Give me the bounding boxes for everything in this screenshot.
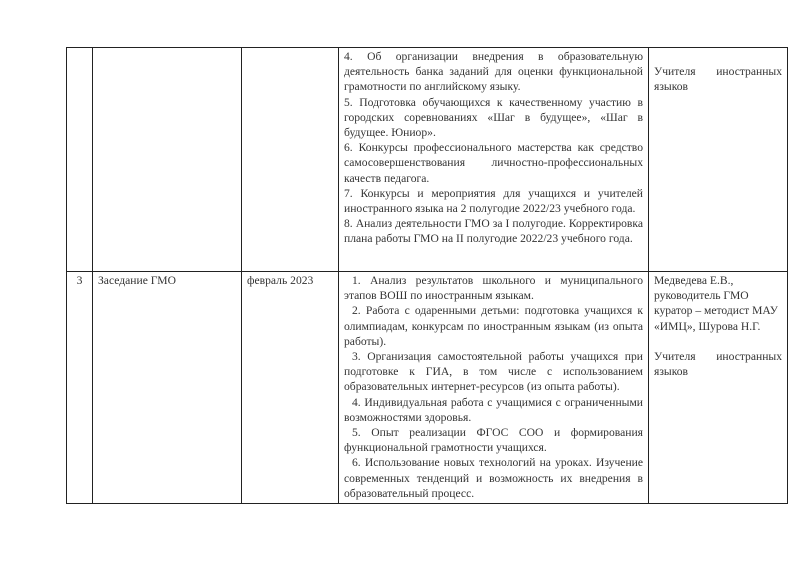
responsible-cell: [649, 48, 788, 272]
plan-table: [66, 47, 788, 504]
agenda-item: 3. Организация самостоятельной работы учащихся при подготовке к ГИА, в том числе с использованием образовательных интернет-ресурсов (из опыта работы).: [344, 350, 643, 394]
event-cell: Заседание ГМО: [93, 272, 242, 504]
agenda-item: 8. Анализ деятельности ГМО за I полугодие. Корректировка плана работы ГМО на II полугодие 2022/23 учебного года.: [344, 217, 643, 246]
agenda-item: 6. Конкурсы профессионального мастерства как средство самосовершенствования личностно-профессиональных качеств педагога.: [344, 141, 643, 185]
agenda-item: 4. Об организации внедрения в образовательную деятельность банка заданий для оценки функциональной грамотности по английскому языку.: [344, 50, 643, 94]
table-row: [67, 272, 788, 504]
date-cell: [242, 48, 339, 272]
responsible-cell: [649, 272, 788, 504]
responsible-text: Учителя иностранных языков: [654, 65, 782, 94]
responsible-spacer: [654, 334, 782, 349]
agenda-item: 7. Конкурсы и мероприятия для учащихся и учителей иностранного языка на 2 полугодие 2022/23 учебного года.: [344, 186, 643, 216]
table-row: [67, 48, 788, 272]
agenda-item: 2. Работа с одаренными детьми: подготовка учащихся к олимпиадам, конкурсам по иностранным языкам (из опыта работы).: [344, 304, 643, 348]
agenda-item: 1. Анализ результатов школьного и муниципального этапов ВОШ по иностранным языкам.: [344, 274, 643, 303]
agenda-cell: [339, 272, 649, 504]
date-cell: февраль 2023: [242, 272, 339, 504]
agenda-cell: [339, 48, 649, 272]
agenda-item: 6. Использование новых технологий на уроках. Изучение современных тенденций и возможность их внедрения в образовательный процесс.: [344, 456, 643, 500]
responsible-spacer: [654, 49, 782, 64]
event-cell: [93, 48, 242, 272]
responsible-text: Учителя иностранных языков: [654, 349, 782, 379]
row-number-cell: 3: [67, 272, 93, 504]
agenda-item: 5. Подготовка обучающихся к качественному участию в городских соревнованиях «Шаг в будущее», «Шаг в будущее. Юниор».: [344, 95, 643, 140]
responsible-text: Медведева Е.В., руководитель ГМО куратор – методист МАУ «ИМЦ», Шурова Н.Г.: [654, 274, 778, 333]
agenda-item: 4. Индивидуальная работа с учащимися с ограниченными возможностями здоровья.: [344, 395, 643, 424]
row-number-cell: [67, 48, 93, 272]
agenda-item: 5. Опыт реализации ФГОС СОО и формирования функциональной грамотности учащихся.: [344, 426, 643, 455]
